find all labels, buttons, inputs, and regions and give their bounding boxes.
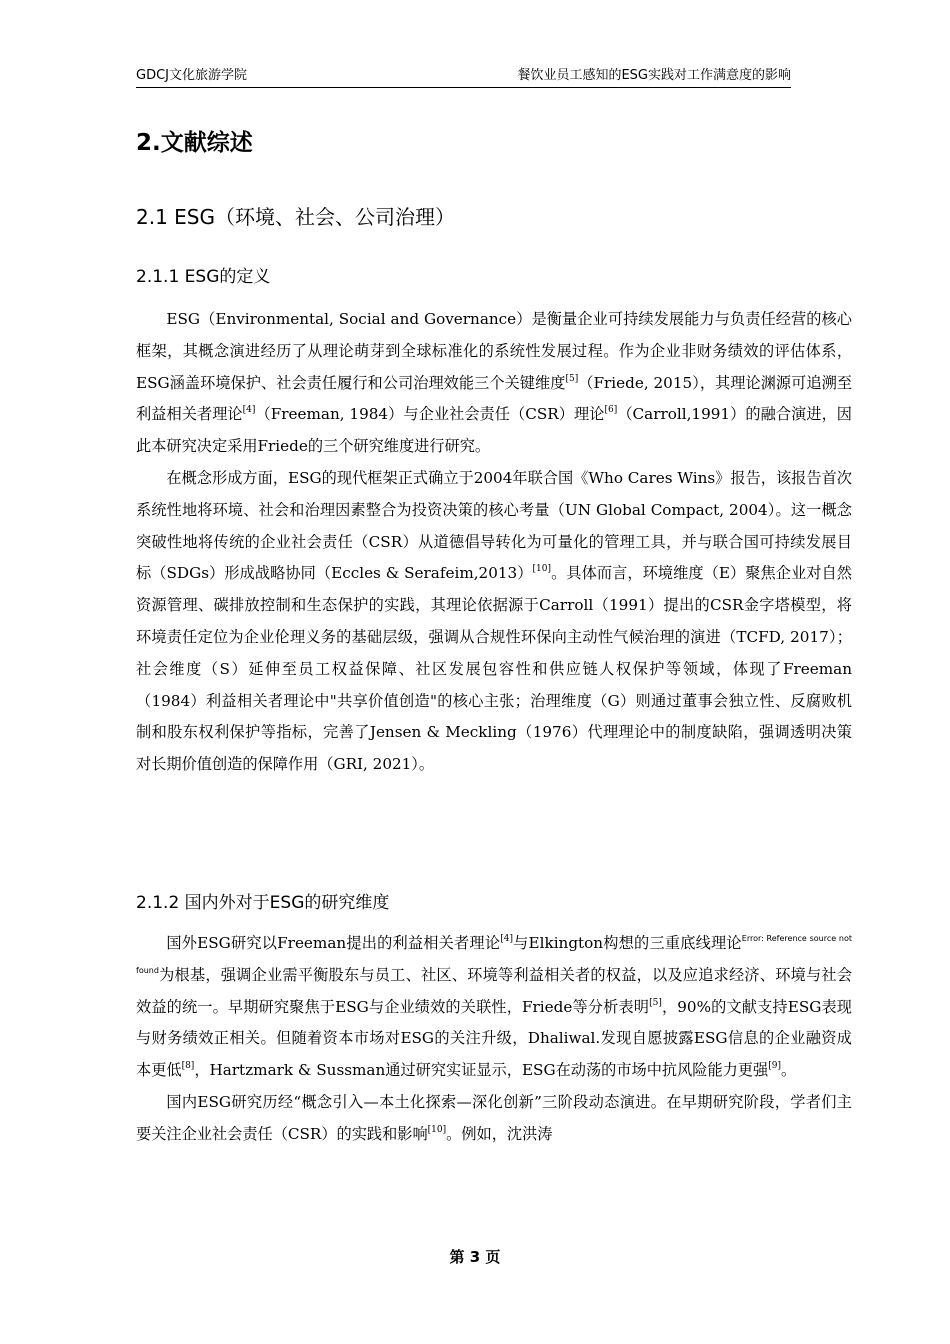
section-title: 2.文献综述 (136, 130, 253, 156)
header-institution: GDCJ文化旅游学院 (136, 68, 247, 83)
section-2-1-2-body (136, 928, 852, 1151)
citation: [5] (649, 997, 662, 1008)
page-number: 第 3 页 (449, 1248, 501, 1266)
page-header (136, 66, 791, 86)
paragraph-foreign-research: 国外ESG研究以Freeman提出的利益相关者理论[4]与Elkington构想的三重底线理论$^{Error: Reference source not found}$为根基，强调企业需平衡股东与员工、社区、环境等利益相关者的权益，以及应追求经济、环境与社会效益的统一。早期研究聚焦于ESG与企业绩效的关联性，Friede等分析表明[5]，90%的文献支持ESG表现与财务绩效正相关。但随着资本市场对ESG的关注升级，Dhaliwal.发现自愿披露ESG信息的企业融资成本更低[8]，Hartzmark & Sussman通过研究实证显示，ESG在动荡的市场中抗风险能力更强[9]。 (136, 934, 852, 1080)
header-thesis-title: 餐饮业员工感知的ESG实践对工作满意度的影响 (517, 68, 791, 83)
paragraph-domestic-research: 国内ESG研究历经“概念引入—本土化探索—深化创新”三阶段动态演进。在早期研究阶段，学者们主要关注企业社会责任（CSR）的实践和影响[10]。例如，沈洪涛 (136, 1092, 852, 1143)
subsubsection-title-2-1-1: 2.1.1 ESG的定义 (136, 267, 271, 287)
citation: [10] (427, 1124, 447, 1135)
header-rule (136, 87, 791, 88)
citation: [4] (500, 934, 513, 944)
citation: [10] (532, 564, 552, 575)
subsection-title: 2.1 ESG（环境、社会、公司治理） (136, 205, 455, 229)
reference-error: Error: Reference source not found (136, 934, 852, 975)
citation: [4] (242, 405, 256, 416)
paragraph-esg-definition: ESG（Environmental, Social and Governance）是衡量企业可持续发展能力与负责任经营的核心框架，其概念演进经历了从理论萌芽到全球标准化的系统性发展过程。作为企业非财务绩效的评估体系，ESG涵盖环境保护、社会责任履行和公司治理效能三个关键维度[5]（Friede, 2015），其理论渊源可追溯至利益相关者理论[4]（Freeman, 1984）与企业社会责任（CSR）理论[6]（Carroll,1991）的融合演进，因此本研究决定采用Friede的三个研究维度进行研究。 (136, 310, 853, 456)
section-2-1-1-body (136, 304, 852, 781)
citation: [9] (768, 1061, 781, 1072)
citation: [5] (565, 373, 579, 384)
paragraph-esg-concept-formation: 在概念形成方面，ESG的现代框架正式确立于2004年联合国《Who Cares Wins》报告，该报告首次系统性地将环境、社会和治理因素整合为投资决策的核心考量（UN Global Compact, 2004）。这一概念突破性地将传统的企业社会责任（CSR）从道德倡导转化为可量化的管理工具，并与联合国可持续发展目标（SDGs）形成战略协同（Eccles & Serafeim,2013）[10]。具体而言，环境维度（E）聚焦企业对自然资源管理、碳排放控制和生态保护的实践，其理论依据源于Carroll（1991）提出的CSR金字塔模型，将环境责任定位为企业伦理义务的基础层级，强调从合规性环保向主动性气候治理的演进（TCFD, 2017）；社会维度（S）延伸至员工权益保障、社区发展包容性和供应链人权保护等领域，体现了Freeman（1984）利益相关者理论中"共享价值创造"的核心主张；治理维度（G）则通过董事会独立性、反腐败机制和股东权利保护等指标，完善了Jensen & Meckling（1976）代理理论中的制度缺陷，强调透明决策对长期价值创造的保障作用（GRI, 2021）。 (136, 468, 852, 774)
citation: [6] (604, 405, 618, 416)
subsubsection-title-2-1-2: 2.1.2 国内外对于ESG的研究维度 (136, 893, 390, 913)
citation: [8] (181, 1061, 195, 1072)
